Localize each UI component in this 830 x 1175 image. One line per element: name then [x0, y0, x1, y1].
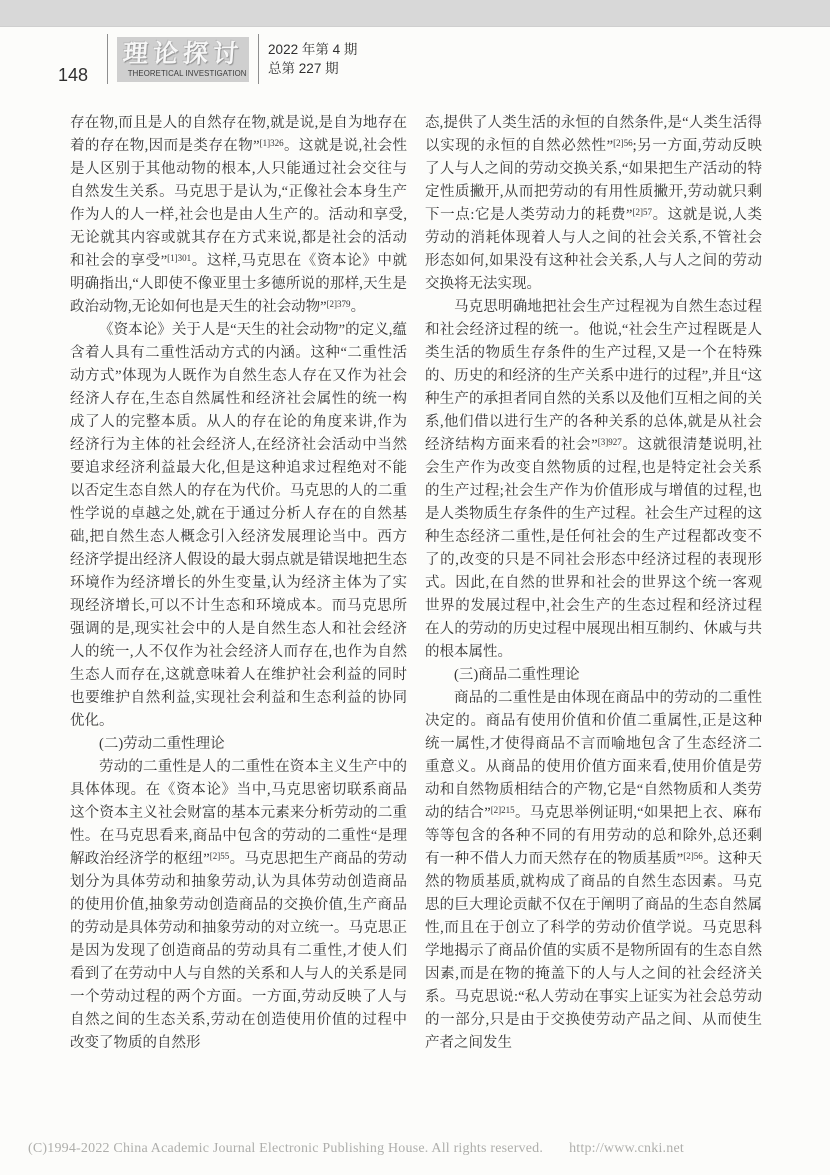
issue-info — [268, 40, 357, 78]
page-header — [58, 30, 357, 88]
header-divider — [258, 34, 259, 84]
citation-ref: [1]301 — [167, 252, 192, 263]
journal-logo — [117, 37, 249, 82]
section-heading: (三)商品二重性理论 — [454, 667, 580, 683]
citation-ref: [2]57 — [632, 206, 652, 217]
paragraph: 商品的二重性是由体现在商品中的劳动的二重性决定的。商品有使用价值和价值二重属性,正是这种统一属性,才使得商品不言而喻地包含了生态经济二重意义。从商品的使用价值方面来看,使用价值是劳动和自然物质相结合的产物,它是“自然物质和人类劳动的结合”$^{[2]215}$。马克思举例证明,“如果把上衣、麻布等等包含的各种不同的有用劳动的总和除外,总还剩有一种不借人力而天然存在的物质基质”$^{[2]56}$。这种天然的物质基质,就构成了商品的自然生态因素。马克思的巨大理论贡献不仅在于阐明了商品的生态自然属性,而且在于创立了科学的劳动价值学说。马克思科学地揭示了商品价值的实质不是物所固有的生态自然因素,而是在物的掩盖下的人与人之间的社会经济关系。马克思说:“私人劳动在事实上证实为社会总劳动的一部分,只是由于交换使劳动产品之间、从而使生产者之间发生 — [425, 690, 763, 1051]
cnki-url: http://www.cnki.net — [569, 1141, 684, 1156]
left-column — [70, 112, 407, 1055]
page-footer — [28, 1141, 802, 1157]
issue-total-number: 总第 227 期 — [268, 61, 339, 76]
citation-ref: [2]56 — [613, 137, 633, 148]
citation-ref: [2]56 — [683, 850, 703, 861]
page-number: 148 — [58, 65, 89, 85]
header-divider — [107, 34, 108, 84]
citation-ref: [2]379 — [326, 298, 351, 309]
section-heading: (二)劳动二重性理论 — [99, 736, 225, 752]
citation-ref: [1]326 — [259, 137, 284, 148]
citation-ref: [2]215 — [490, 804, 515, 815]
paragraph: 马克思明确地把社会生产过程视为自然生态过程和社会经济过程的统一。他说,“社会生产过程既是人类生活的物质生存条件的生产过程,又是一个在特殊的、历史的和经济的生产关系中进行的过程”,并且“这种生产的承担者同自然的关系以及他们互相之间的关系,他们借以进行生产的各种关系的总体,就是从社会经济结构方面来看的社会”$^{[3]927}$。这就很清楚说明,社会生产作为改变自然物质的过程,也是特定社会关系的生产过程;社会生产作为价值形成与增值的过程,也是人类物质生存条件的生产过程。社会生产过程的这种生态经济二重性,是任何社会的生产过程都改变不了的,改变的只是不同社会形态中经济过程的表现形式。因此,在自然的世界和社会的世界这个统一客观世界的发展过程中,社会生产的生态过程和经济过程在人的劳动的历史过程中展现出相互制约、休戚与共的根本属性。 — [425, 299, 763, 660]
paragraph: 存在物,而且是人的自然存在物,就是说,是自为地存在着的存在物,因而是类存在物”$^{[1]326}$。这就是说,社会性是人区别于其他动物的根本,人只能通过社会交往与自然发生关系。马克思于是认为,“正像社会本身生产作为人的人一样,社会也是由人生产的。活动和享受,无论就其内容或就其存在方式来说,都是社会的活动和社会的享受”$^{[1]301}$。这样,马克思在《资本论》中就明确指出,“人即使不像亚里士多德所说的那样,天生是政治动物,无论如何也是天生的社会动物”$^{[2]379}$。 — [70, 115, 408, 315]
issue-year-number: 2022 年第 4 期 — [268, 42, 358, 57]
scan-top-band — [0, 0, 830, 27]
paragraph: 劳动的二重性是人的二重性在资本主义生产中的具体体现。在《资本论》当中,马克思密切联系商品这个资本主义社会财富的基本元素来分析劳动的二重性。在马克思看来,商品中包含的劳动的二重性“是理解政治经济学的枢纽”$^{[2]55}$。马克思把生产商品的劳动划分为具体劳动和抽象劳动,认为具体劳动创造商品的使用价值,抽象劳动创造商品的交换价值,生产商品的劳动是具体劳动和抽象劳动的对立统一。马克思正是因为发现了创造商品的劳动具有二重性,才使人们看到了在劳动中人与自然的关系和人与人的关系是同一个劳动过程的两个方面。一方面,劳动反映了人与自然之间的生态关系,劳动在创造使用价值的过程中改变了物质的自然形 — [70, 759, 407, 1051]
journal-logo-english: THEORETICAL INVESTIGATION — [127, 67, 247, 78]
paragraph: 态,提供了人类生活的永恒的自然条件,是“人类生活得以实现的永恒的自然必然性”$^{[2]56}$;另一方面,劳动反映了人与人之间的劳动交换关系,“如果把生产活动的特定性质撇开,从而把劳动的有用性质撇开,劳动就只剩下一点:它是人类劳动力的耗费”$^{[2]57}$。这就是说,人类劳动的消耗体现着人与人之间的社会关系,不管社会形态如何,如果没有这种社会关系,人与人之间的劳动交换将无法实现。 — [425, 115, 763, 292]
copyright-text: (C)1994-2022 China Academic Journal Electronic Publishing House. All rights reserved. — [28, 1141, 544, 1156]
paragraph: 《资本论》关于人是“天生的社会动物”的定义,蕴含着人具有二重性活动方式的内涵。这种“二重性活动方式”体现为人既作为自然生态人存在又作为社会经济人存在,生态自然属性和经济社会属性的统一构成了人的完整本质。从人的存在论的角度来讲,作为经济行为主体的社会经济人,在经济社会活动中当然要追求经济利益最大化,但是这种追求过程绝对不能以否定生态自然人的存在为代价。马克思的人的二重性学说的卓越之处,就在于通过分析人存在的自然基础,把自然生态人概念引入经济发展理论当中。西方经济学提出经济人假设的最大弱点就是错误地把生态环境作为经济增长的外生变量,认为经济主体为了实现经济增长,可以不计生态和环境成本。而马克思所强调的是,现实社会中的人是自然生态人和社会经济人的统一,人不仅作为社会经济人而存在,也作为自然生态人而存在,这就意味着人在维护社会利益的同时也要维护自然利益,实现社会利益和生态利益的协同优化。 — [70, 322, 407, 729]
journal-logo-chinese: 理论探讨 — [122, 40, 245, 68]
right-column — [425, 112, 762, 1055]
article-body — [70, 112, 762, 1055]
citation-ref: [3]927 — [597, 436, 622, 447]
citation-ref: [2]55 — [209, 850, 230, 861]
